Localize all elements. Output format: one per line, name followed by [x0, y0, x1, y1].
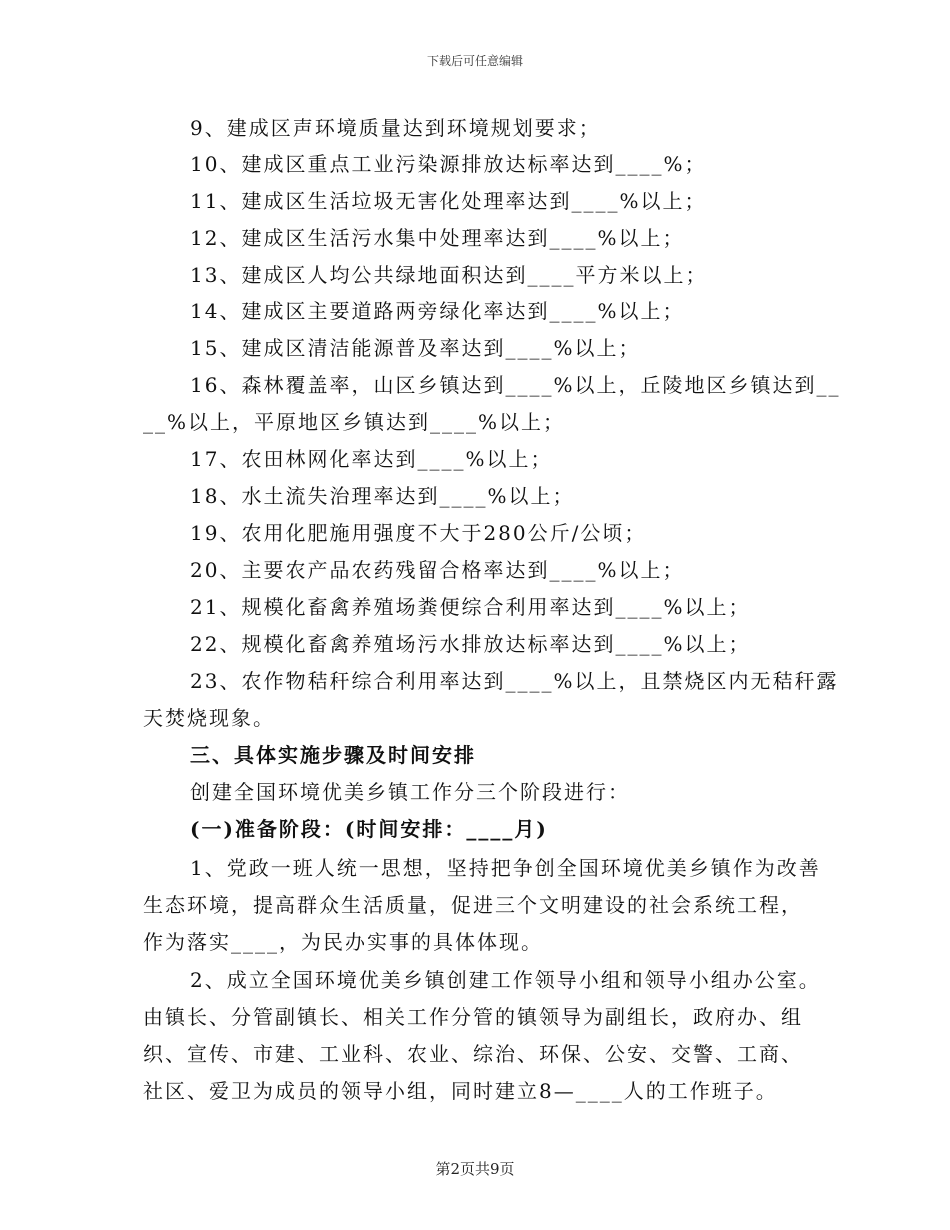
text-line: 社区、爱卫为成员的领导小组，同时建立8—____人的工作班子。	[143, 1079, 778, 1103]
text-line: 由镇长、分管副镇长、相关工作分管的镇领导为副组长，政府办、组	[143, 1005, 803, 1029]
text-line: 21、规模化畜禽养殖场粪便综合利用率达到____%以上；	[190, 595, 751, 619]
text-line: 1、党政一班人统一思想，坚持把争创全国环境优美乡镇作为改善	[190, 856, 821, 880]
text-line: 创建全国环境优美乡镇工作分三个阶段进行：	[190, 780, 630, 804]
text-line: 9、建成区声环境质量达到环境规划要求；	[190, 116, 601, 140]
text-line: 2、成立全国环境优美乡镇创建工作领导小组和领导小组办公室。	[190, 968, 821, 992]
text-line: 16、森林覆盖率，山区乡镇达到____%以上，丘陵地区乡镇达到__	[190, 373, 841, 397]
text-line: 20、主要农产品农药残留合格率达到____%以上；	[190, 558, 685, 582]
subsection-heading: (一)准备阶段：(时间安排：____月)	[190, 817, 548, 841]
page-footer: 第2页共9页	[435, 1160, 515, 1178]
text-line: 17、农田林网化率达到____%以上；	[190, 447, 553, 471]
page-header: 下载后可任意编辑	[426, 54, 523, 68]
text-line: 织、宣传、市建、工业科、农业、综治、环保、公安、交警、工商、	[143, 1042, 803, 1066]
text-line: 天焚烧现象。	[143, 706, 275, 730]
text-line: 15、建成区清洁能源普及率达到____%以上；	[190, 336, 641, 360]
text-line: 11、建成区生活垃圾无害化处理率达到____%以上；	[190, 189, 707, 213]
text-line: 10、建成区重点工业污染源排放达标率达到____%；	[190, 152, 707, 176]
text-line: 22、规模化畜禽养殖场污水排放达标率达到____%以上；	[190, 632, 751, 656]
section-heading: 三、具体实施步骤及时间安排	[190, 743, 476, 767]
text-line: 13、建成区人均公共绿地面积达到____平方米以上；	[190, 263, 708, 287]
text-line: __%以上，平原地区乡镇达到____%以上；	[143, 410, 566, 434]
text-line: 18、水土流失治理率达到____%以上；	[190, 484, 575, 508]
text-line: 生态环境，提高群众生活质量，促进三个文明建设的社会系统工程，	[143, 893, 803, 917]
text-line: 14、建成区主要道路两旁绿化率达到____%以上；	[190, 299, 685, 323]
text-line: 23、农作物秸秆综合利用率达到____%以上，且禁烧区内无秸秆露	[190, 669, 839, 693]
text-line: 12、建成区生活污水集中处理率达到____%以上；	[190, 226, 685, 250]
text-line: 19、农用化肥施用强度不大于280公斤/公顷；	[190, 521, 647, 545]
text-line: 作为落实____，为民办实事的具体体现。	[143, 930, 543, 954]
